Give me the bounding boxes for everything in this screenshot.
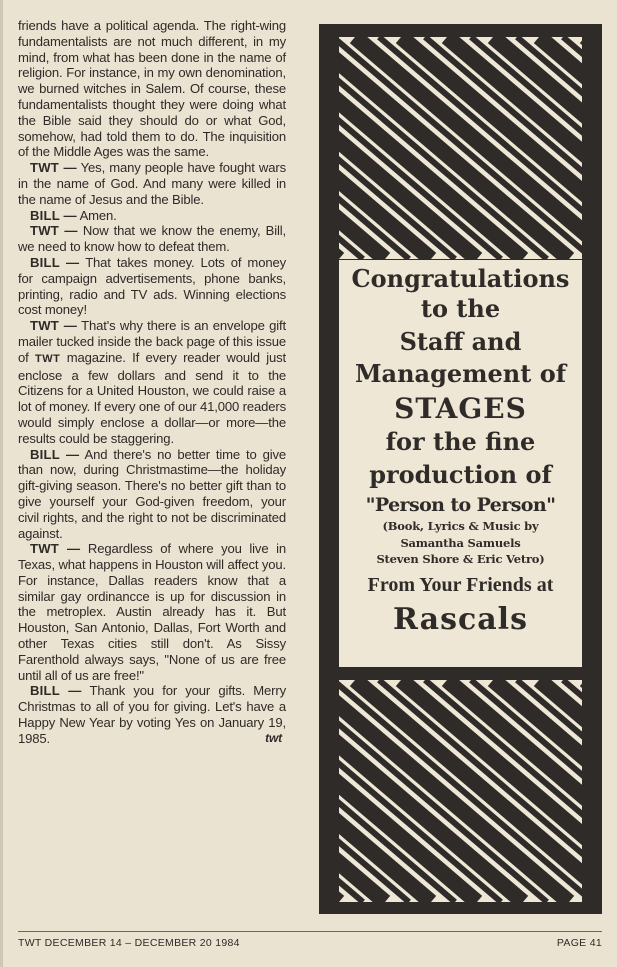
paragraph-9 <box>18 683 286 746</box>
paragraph-4-text: Now that we know the enemy, Bill, we need to know how to defeat them. <box>18 223 286 255</box>
paragraph-4 <box>18 223 286 255</box>
speaker-bill: BILL — <box>30 207 77 223</box>
footer-page-number: PAGE 41 <box>556 937 602 949</box>
speaker-twt: TWT — <box>30 223 78 239</box>
speaker-bill: BILL — <box>30 683 82 699</box>
page-edge-shadow <box>0 0 3 967</box>
paragraph-7 <box>18 447 286 542</box>
ad-credit-3: Steven Shore & Eric Vetro) <box>376 552 545 567</box>
ad-line-production: production of <box>369 459 552 489</box>
speaker-twt: TWT — <box>30 160 77 176</box>
stripe-lines <box>339 680 582 902</box>
ad-line-congratulations: Congratulations <box>351 264 570 293</box>
ad-credit-1: (Book, Lyrics & Music by <box>382 519 539 534</box>
stripe-pattern-top <box>339 37 582 259</box>
ad-line-for-the-fine: for the fine <box>385 427 536 457</box>
ad-line-staff: Staff and <box>399 326 522 356</box>
interview-column <box>18 18 286 747</box>
paragraph-8-text: Regardless of where you live in Texas, what happens in Houston will affect you. For instance, Dallas readers know that a similar gay ordinancce is up for discussion in the metroplex. Austin already has it. But Houston, San Antonio, Dallas, Fort Worth and other Texas cities still don't. As Sissy Farenthold always says, "None of us are free until all of us are free!" <box>18 541 286 683</box>
footer-rule <box>18 931 602 932</box>
ad-line-management: Management of <box>354 359 567 389</box>
paragraph-3-text: Amen. <box>79 207 117 223</box>
paragraph-9-text: Thank you for your gifts. Merry Christmas to all of you for giving. Let's have a Happy New Year by voting Yes on January 19, 1985. <box>18 683 286 746</box>
magazine-name: TWT <box>35 352 61 365</box>
paragraph-7-text: And there's no better time to give than now, during Christmastime—the holiday gift-giving season. There's no better gift than to give yourself your God-given freedom, your civil rights, and the right to not be discriminated against. <box>18 446 287 541</box>
rascals-advertisement <box>319 24 602 914</box>
ad-message-panel <box>339 260 582 667</box>
paragraph-5 <box>18 255 286 318</box>
end-signoff: twt <box>265 730 282 745</box>
ad-line-show-title: "Person to Person" <box>365 494 556 517</box>
diagonal-stripes-bottom <box>339 680 582 902</box>
paragraph-5-text: That takes money. Lots of money for campaign advertisements, phone banks, printing, radio and TV ads. Winning elections cost money! <box>18 254 286 318</box>
paragraph-6-text-a: That's why there is an envelope gift mailer tucked inside the back page of this issue of <box>18 318 286 365</box>
ad-line-stages: STAGES <box>394 391 527 425</box>
stripe-pattern-bottom <box>339 680 582 902</box>
speaker-bill: BILL — <box>30 254 80 270</box>
paragraph-2 <box>18 160 286 207</box>
speaker-twt: TWT — <box>30 318 77 334</box>
footer-issue-date: TWT DECEMBER 14 – DECEMBER 20 1984 <box>18 937 240 949</box>
paragraph-1 <box>18 18 286 160</box>
ad-line-from-friends: From Your Friends at <box>367 573 554 596</box>
ad-line-to-the: to the <box>420 294 501 324</box>
ad-credit-2: Samantha Samuels <box>400 535 521 550</box>
paragraph-2-text: Yes, many people have fought wars in the name of God. And many were killed in the name of Jesus and the Bible. <box>18 160 286 207</box>
speaker-twt: TWT — <box>30 541 81 557</box>
diagonal-stripes-top <box>339 37 582 259</box>
paragraph-6 <box>18 318 286 446</box>
paragraph-3 <box>18 208 286 224</box>
paragraph-6-text-b: magazine. If every reader would just enclose a few dollars and send it to the Citizens for a United Houston, we could raise a lot of money. If every one of our 41,000 readers would simply enclose a dollar—or more—the results could be staggering. <box>18 349 286 446</box>
speaker-bill: BILL — <box>30 446 80 462</box>
stripe-lines <box>339 37 582 259</box>
paragraph-8 <box>18 541 286 683</box>
paragraph-1-text: friends have a political agenda. The right-wing fundamentalists are not much different, in my mind, from what has been done in the name of religion. For instance, in my own denomination, we burned witches in Salem. Of course, these fundamentalists thought they were doing what the Bible said they should do or what God, somehow, had told them to do. The inquisition of the Middle Ages was the same. <box>18 18 286 160</box>
ad-line-rascals: Rascals <box>393 601 528 637</box>
